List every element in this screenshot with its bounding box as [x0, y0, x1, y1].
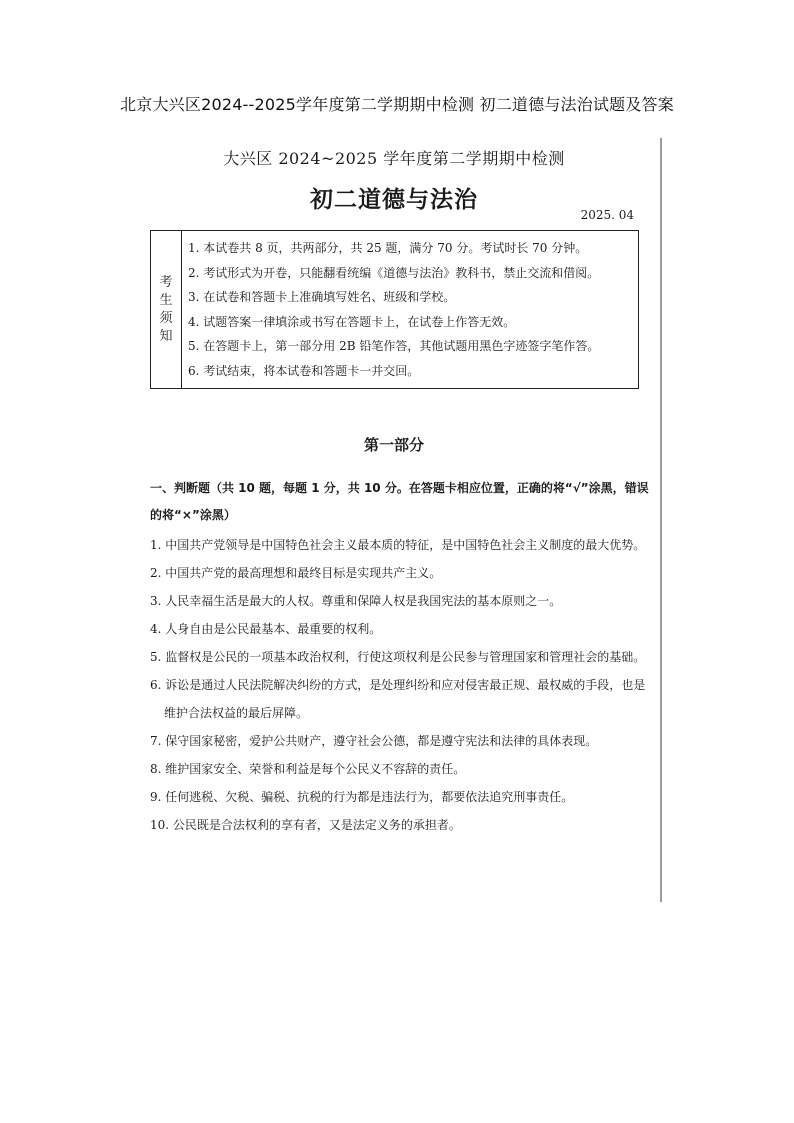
notice-label-char: 知: [159, 328, 173, 344]
notice-label: [151, 231, 182, 388]
exam-subtitle: 大兴区 2024~2025 学年度第二学期期中检测: [223, 149, 565, 168]
exam-page: [128, 138, 662, 902]
notice-item: 3. 在试卷和答题卡上准确填写姓名、班级和学校。: [188, 290, 456, 305]
question-item: 5. 监督权是公民的一项基本政治权利，行使这项权利是公民参与管理国家和管理社会的基础。: [150, 650, 646, 664]
notice-label-char: 须: [159, 310, 173, 326]
candidate-notice-box: [150, 230, 639, 389]
question-item: 3. 人民幸福生活是最大的人权。尊重和保障人权是我国宪法的基本原则之一。: [150, 594, 562, 608]
question-item: 1. 中国共产党领导是中国特色社会主义最本质的特征，是中国特色社会主义制度的最大优势。: [150, 538, 646, 552]
question-item: 7. 保守国家秘密，爱护公共财产，遵守社会公德，都是遵守宪法和法律的具体表现。: [150, 734, 598, 748]
question-item: 10. 公民既是合法权利的享有者，又是法定义务的承担者。: [150, 818, 461, 832]
section-instruction: 一、判断题（共 10 题，每题 1 分，共 10 分。在答题卡相应位置，正确的将“√”涂黑，错误的将“×”涂黑）: [150, 481, 649, 522]
notice-item: 4. 试题答案一律填涂或书写在答题卡上，在试卷上作答无效。: [188, 314, 516, 329]
question-list: [150, 531, 650, 839]
question-item: 8. 维护国家安全、荣誉和利益是每个公民义不容辞的责任。: [150, 762, 466, 776]
notice-item: 1. 本试卷共 8 页，共两部分，共 25 题，满分 70 分。考试时长 70 分钟。: [188, 241, 588, 255]
question-item: 4. 人身自由是公民最基本、最重要的权利。: [150, 622, 382, 636]
notice-item: 6. 考试结束，将本试卷和答题卡一并交回。: [188, 363, 420, 378]
question-item: 9. 任何逃税、欠税、骗税、抗税的行为都是违法行为，都要依法追究刑事责任。: [150, 790, 574, 804]
notice-label-char: 考: [159, 274, 173, 290]
part-heading: 第一部分: [363, 436, 424, 454]
notice-label-char: 生: [159, 292, 173, 308]
exam-date: 2025. 04: [580, 208, 634, 222]
question-item: 2. 中国共产党的最高理想和最终目标是实现共产主义。: [150, 566, 442, 580]
document-heading: 北京大兴区2024--2025学年度第二学期期中检测 初二道德与法治试题及答案: [120, 95, 674, 114]
question-item: 6. 诉讼是通过人民法院解决纠纷的方式，是处理纠纷和应对侵害最正规、最权威的手段，也是维护合法权益的最后屏障。: [150, 678, 646, 720]
notice-item: 2. 考试形式为开卷，只能翻看统编《道德与法治》教科书，禁止交流和借阅。: [188, 265, 600, 280]
exam-title: 初二道德与法治: [310, 187, 478, 213]
notice-item: 5. 在答题卡上，第一部分用 2B 铅笔作答，其他试题用黑色字迹签字笔作答。: [188, 339, 600, 354]
notice-list: [182, 231, 638, 388]
